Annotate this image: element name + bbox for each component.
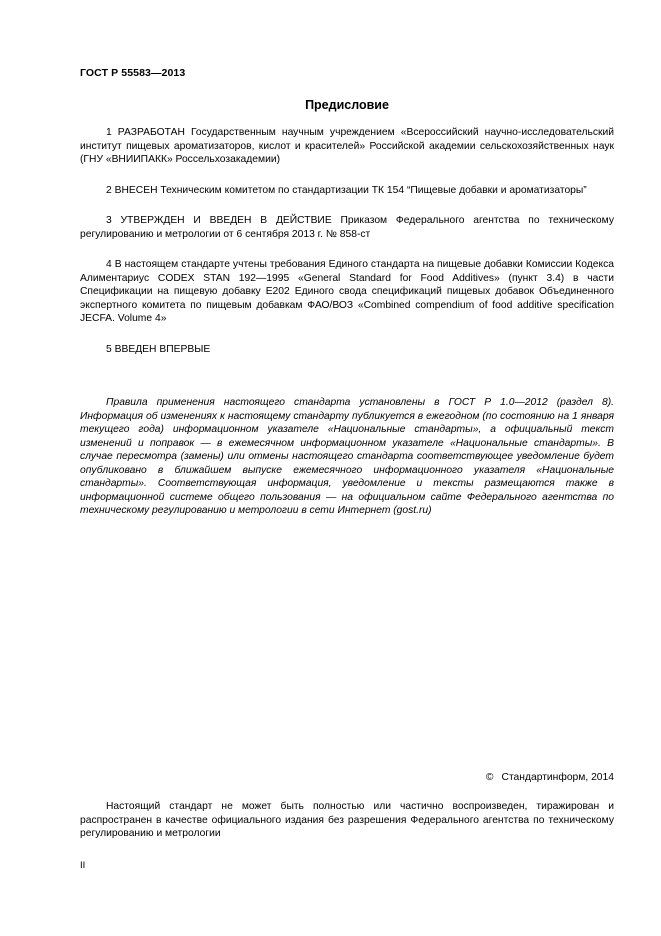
paragraph-first-introduced: 5 ВВЕДЕН ВПЕРВЫЕ [106,343,211,355]
paragraph-introduced-by: 2 ВНЕСЕН Техническим комитетом по стандартизации ТК 154 “Пищевые добавки и ароматизаторы” [106,184,587,196]
section-title: Предисловие [305,98,389,112]
copyright-symbol: © [485,772,494,783]
copyright-line [486,772,614,783]
copyright-text: Стандартинформ, 2014 [501,772,614,783]
document-code: ГОСТ Р 55583—2013 [80,67,186,79]
paragraph-approved: 3 УТВЕРЖДЕН И ВВЕДЕН В ДЕЙСТВИЕ Приказом Федерального агентства по техническому регулированию и метрологии от 6 сентября 2013 г. № 858-ст [80,215,614,240]
foreword-body [80,126,614,373]
page-number: II [80,860,86,871]
application-notice: Правила применения настоящего стандарта установлены в ГОСТ Р 1.0—2012 (раздел 8). Информация об изменениях к настоящему стандарту публикуется в ежегодном (по состоянию на 1 января текущего года) информационном указателе «Национальные стандарты», а официальный текст изменений и поправок — в ежемесячном информационном указателе «Национальные стандарты». В случае пересмотра (замены) или отмены настоящего стандарта соответствующее уведомление будет опубликовано в ближайшем выпуске ежемесячного информационного указателя «Национальные стандарты». Соответствующая информация, уведомление и тексты размещаются также в информационной системе общего пользования — на официальном сайте Федерального агентства по техническому регулированию и метрологии в сети Интернет (gost.ru) [80,397,614,516]
paragraph-developed-by: 1 РАЗРАБОТАН Государственным научным учреждением «Всероссийский научно-исследовательский институт пищевых ароматизаторов, кислот и красителей» Российской академии сельскохозяйственных наук (ГНУ «ВНИИПАКК» Россельхозакадемии) [80,127,614,165]
paragraph-requirements: 4 В настоящем стандарте учтены требования Единого стандарта на пищевые добавки Комиссии Кодекса Алиментариус CODEX STAN 192—1995 «General Standard for Food Additives» (пункт 3.4) в части Спецификации на пищевую добавку Е202 Единого свода спецификаций пищевых добавок Объединенного экспертного комитета по пищевым добавкам ФАО/ВОЗ «Combined compendium of food additive specification JECFA. Volume 4» [80,259,614,324]
reproduction-notice: Настоящий стандарт не может быть полностью или частично воспроизведен, тиражирован и распространен в качестве официального издания без разрешения Федерального агентства по техническому регулированию и метрологии [80,801,614,839]
